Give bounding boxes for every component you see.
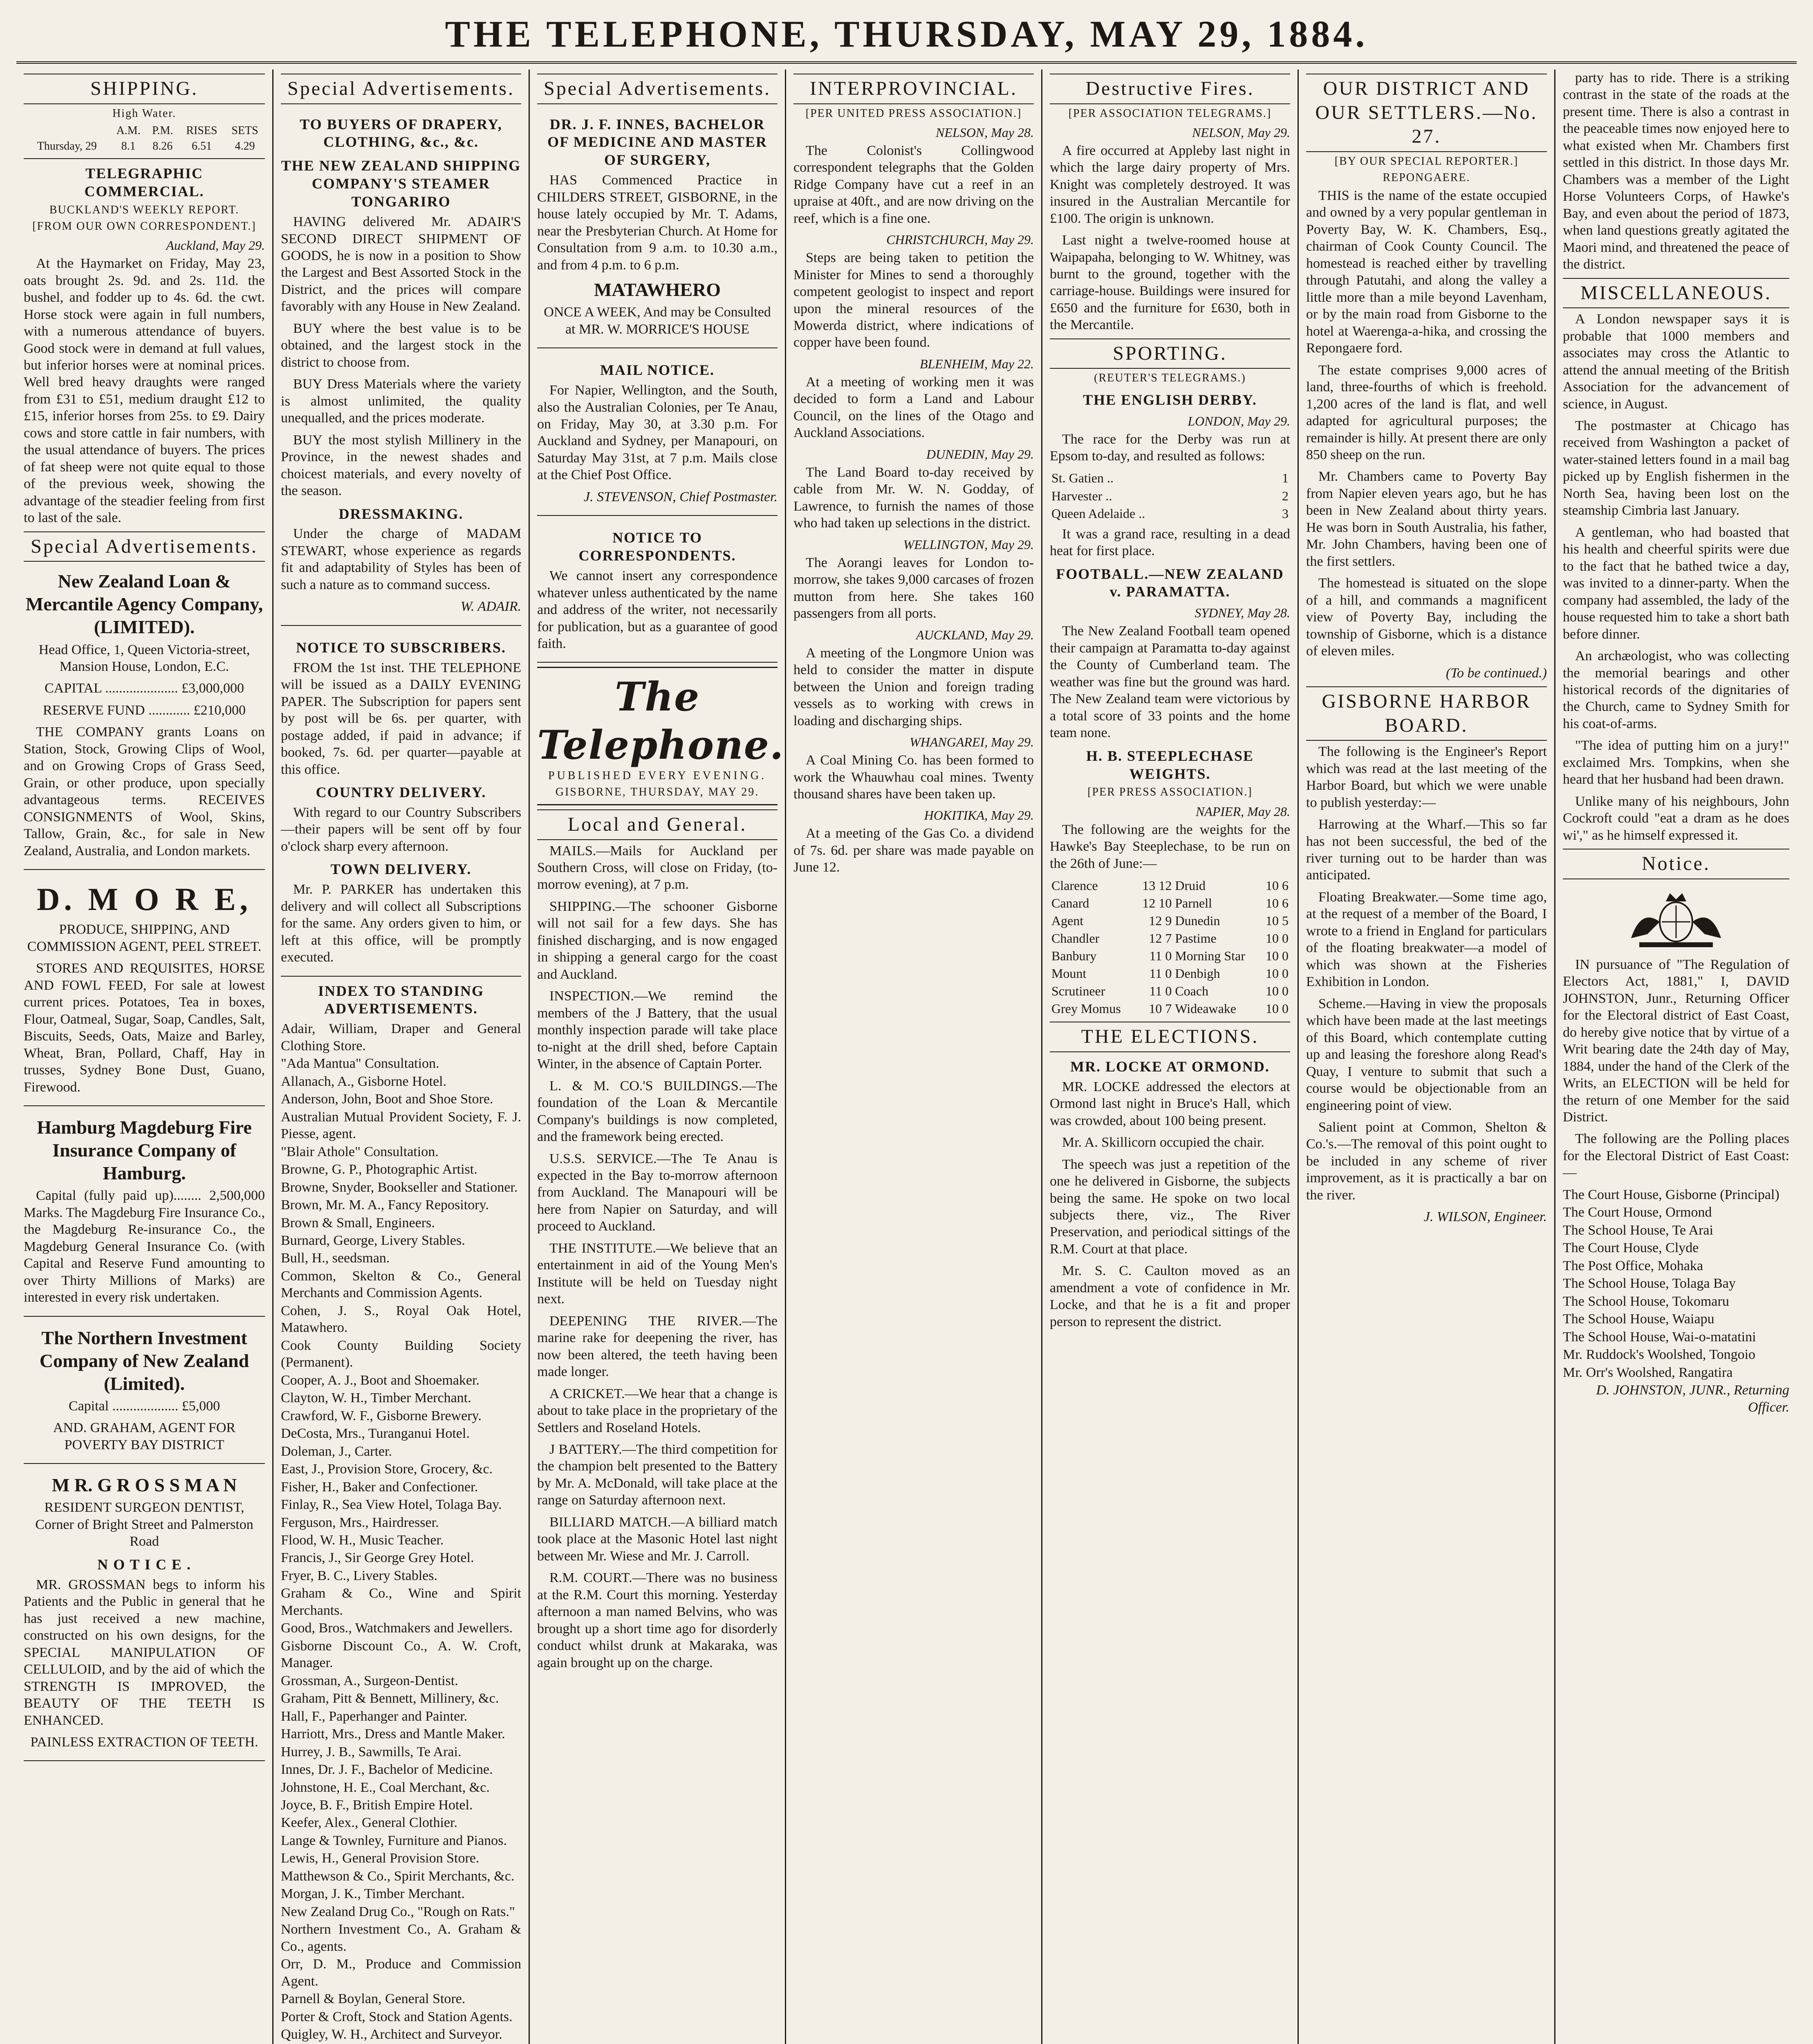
placing: 1 <box>1282 471 1289 486</box>
index-entry: Grossman, A., Surgeon-Dentist. <box>281 1673 458 1688</box>
horse-weight: 10 5 <box>1266 913 1289 928</box>
index-entry: Cooper, A. J., Boot and Shoemaker. <box>281 1372 480 1388</box>
index-entry: Northern Investment Co., A. Graham & Co., agents. <box>281 1922 521 1954</box>
ad-office: Head Office, 1, Queen Victoria-street, Mansion House, London, E.C. <box>38 642 250 675</box>
index-entry: Finlay, R., Sea View Hotel, Tolaga Bay. <box>281 1497 502 1513</box>
locke-report <box>1050 1078 1290 1331</box>
weights-row <box>1050 894 1290 912</box>
index-entry: Orr, D. M., Produce and Commission Agent. <box>281 1957 521 1989</box>
local-news-list <box>537 843 778 1672</box>
misc-item: Unlike many of his neighbours, John Cockroft could "eat a dram as he does wi'," as he himself expressed it. <box>1563 793 1789 843</box>
derby-results-table <box>1050 469 1290 522</box>
town-delivery-heading: TOWN DELIVERY. <box>330 861 472 878</box>
dateline: CHRISTCHURCH, May 29. <box>886 232 1034 247</box>
hamburg-insurance-ad <box>24 1110 265 1317</box>
dateline: LONDON, May 29. <box>1188 413 1290 428</box>
dateline: SYDNEY, May 28. <box>1194 605 1290 621</box>
weights-row <box>1050 947 1290 965</box>
horse-name: Denbigh <box>1175 966 1220 981</box>
index-entry: Gisborne Discount Co., A. W. Croft, Manager. <box>281 1638 521 1671</box>
ad-body: HAVING delivered Mr. ADAIR'S SECOND DIRECT SHIPMENT OF GOODS, he is now in a position to Show the Largest and Best Assorted Stock in the District, and the prices will compare favorably with any House in New Zealand. <box>281 214 521 314</box>
local-news-item: DEEPENING THE RIVER.—The marine rake for deepening the river, has now been altered, the teeth having been made longer. <box>537 1313 778 1380</box>
notice-heading: NOTICE TO CORRESPONDENTS. <box>578 529 736 564</box>
local-news-item: J BATTERY.—The third competition for the champion belt presented to the Battery by Mr. A. McDonald, will take place at the range on Saturday afternoon next. <box>537 1442 778 1508</box>
report-paragraph: Mr. S. C. Caulton moved as an amendment a vote of confidence in Mr. Locke, and that he is a fit and proper person to represent the district. <box>1050 1263 1290 1329</box>
notice-heading: MAIL NOTICE. <box>600 362 715 379</box>
index-entry: DeCosta, Mrs., Turanganui Hotel. <box>281 1426 470 1441</box>
index-entry: "Ada Mantua" Consultation. <box>281 1056 439 1071</box>
report-paragraph: The following is the Engineer's Report which was read at the last meeting of the Harbor Board, but which we were unable to publish yesterday:— <box>1306 744 1547 810</box>
press-credit: [PER PRESS ASSOCIATION.] <box>1087 786 1253 799</box>
index-entry: Innes, Dr. J. F., Bachelor of Medicine. <box>281 1762 493 1777</box>
index-entry: "Blair Athole" Consultation. <box>281 1144 439 1159</box>
horse-weight: 10 7 <box>1149 1001 1172 1016</box>
horse-weight: 10 0 <box>1266 931 1289 946</box>
telegram-text: A Coal Mining Co. has been formed to work the Whauwhau coal mines. Twenty thousand shares have been taken up. <box>793 753 1034 802</box>
placing: 2 <box>1282 488 1289 503</box>
index-entry: Graham, Pitt & Bennett, Millinery, &c. <box>281 1691 499 1706</box>
tide-header-row <box>24 123 265 139</box>
index-entry: Browne, Snyder, Bookseller and Stationer. <box>281 1179 518 1195</box>
index-entry: East, J., Provision Store, Grocery, &c. <box>281 1461 493 1477</box>
local-news-item: THE INSTITUTE.—We believe that an entertainment in aid of the Young Men's Institute will be held on Tuesday night next. <box>537 1240 778 1307</box>
ad-title: D. M O R E, <box>37 881 252 917</box>
our-district-heading: OUR DISTRICT AND OUR SETTLERS.—No. 27. <box>1306 74 1547 152</box>
polling-place: The Post Office, Mohaka <box>1563 1258 1703 1273</box>
shipping-heading: SHIPPING. <box>24 74 265 104</box>
index-entry: Anderson, John, Boot and Shoe Store. <box>281 1091 493 1107</box>
weights-row <box>1050 965 1290 982</box>
innes-ad <box>537 107 778 349</box>
misc-item: The postmaster at Chicago has received from Washington a packet of water-stained letters found in a mail bag picked up by English fishermen in the North Sea, having been lost on the steamship Cimbria last January. <box>1563 418 1789 518</box>
northern-investment-ad <box>24 1321 265 1464</box>
index-entry: Graham & Co., Wine and Spirit Merchants. <box>281 1586 521 1618</box>
locke-heading: MR. LOCKE AT ORMOND. <box>1070 1058 1270 1075</box>
logo-title: The Telephone. <box>537 674 784 768</box>
report-paragraph: Salient point at Common, Shelton & Co.'s.—The removal of this point ought to be included in any scheme of river improvement, as it is practically a bar on the river. <box>1306 1120 1547 1203</box>
ad-notice-heading: N O T I C E . <box>97 1556 191 1573</box>
ad-title: The Northern Investment Company of New Zealand (Limited). <box>39 1327 249 1394</box>
high-water-label: High Water. <box>112 107 177 120</box>
index-entry: Joyce, B. F., British Empire Hotel. <box>281 1797 473 1813</box>
weights-row <box>1050 982 1290 1000</box>
tide-row <box>24 139 265 154</box>
index-entry: Cook County Building Society (Permanent). <box>281 1338 521 1370</box>
dressmaking-heading: DRESSMAKING. <box>338 505 464 522</box>
horse-name: Chandler <box>1051 931 1100 946</box>
notice-body: We cannot insert any correspondence whatever unless authenticated by the name and address of the writer, not necessarily for publication, but as a guarantee of good faith. <box>537 568 778 651</box>
index-entry: New Zealand Drug Co., "Rough on Rats." <box>281 1904 515 1919</box>
elections-heading: THE ELECTIONS. <box>1050 1022 1290 1052</box>
polling-intro: The following are the Polling places for the Electoral District of East Coast:— <box>1563 1131 1789 1181</box>
election-notice-body: IN pursuance of "The Regulation of Electors Act, 1881," I, DAVID JOHNSTON, Junr., Returning Officer for the Electoral district of East Coast, do hereby give notice that by virtue of a Writ bearing date the 24th day of May, 1884, under the hand of the Clerk of the Writs, an ELECTION will be held for the return of one Member for the said District. <box>1563 957 1789 1125</box>
place-name: REPONGAERE. <box>1383 171 1470 184</box>
miscellaneous-heading: MISCELLANEOUS. <box>1563 278 1789 309</box>
index-entry: Brown & Small, Engineers. <box>281 1215 435 1230</box>
telegram-text: A meeting of the Longmore Union was held to consider the matter in dispute between the Union and foreign trading vessels as to working with crews in loading and discharging ships. <box>793 645 1034 728</box>
column-5 <box>1041 69 1298 2044</box>
telegram-text: The Aorangi leaves for London to-morrow, she takes 9,000 carcases of frozen mutton from here. She takes 160 passengers from all ports. <box>793 555 1034 621</box>
telephone-logo <box>537 667 784 805</box>
report-paragraph: Scheme.—Having in view the proposals which have been made at the last meetings of this Board, which contemplate cutting up and leasing the foreshore along Read's Quay, I venture to submit that such a course would be objectionable from an engineering point of view. <box>1306 996 1547 1113</box>
horse-weight: 10 0 <box>1266 966 1289 981</box>
weights-row <box>1050 877 1290 894</box>
special-ads-heading: Special Advertisements. <box>281 74 521 104</box>
ad-title: TO BUYERS OF DRAPERY, CLOTHING, &c., &c. <box>300 116 502 150</box>
misc-item: An archæologist, who was collecting the memorial bearings and other historical records of the dignitaries of the Church, came to Sydney Smith for his coat-of-arms. <box>1563 648 1789 731</box>
ad-title: DR. J. F. INNES, BACHELOR OF MEDICINE AND MASTER OF SURGERY, <box>547 116 767 168</box>
logo-date: GISBORNE, THURSDAY, MAY 29. <box>555 785 760 798</box>
horse-name: Dunedin <box>1175 913 1220 928</box>
index-entry: Hall, F., Paperhanger and Painter. <box>281 1708 468 1724</box>
tide-header-cell: P.M. <box>152 124 173 137</box>
ad-subtitle: THE NEW ZEALAND SHIPPING COMPANY'S STEAMER TONGARIRO <box>281 157 521 210</box>
commercial-report-text: At the Haymarket on Friday, May 23, oats brought 2s. 9d. and 2s. 11d. the bushel, and fodder up to 4s. 6d. the cwt. Horse stock were again in full numbers, with a numerous attendance of buyers. Good stock were in demand at full values, but inferior horses were at nominal prices. Well bred heavy draughts were ranged from £31 to £51, medium draught £12 to £15, inferior horses from 25s. to £9. Dairy cows and store cattle in fair numbers, with the usual attendance of buyers. The prices of fat sheep were not quite equal to those of the previous week, showing the advantage of the steadier feeling from first to last of the sale. <box>24 256 265 526</box>
index-entry: Lewis, H., General Provision Store. <box>281 1851 480 1866</box>
index-entry: Crawford, W. F., Gisborne Brewery. <box>281 1408 482 1423</box>
derby-intro: The race for the Derby was run at Epsom to-day, and resulted as follows: <box>1050 431 1290 464</box>
index-entry: Bull, H., seedsman. <box>281 1251 390 1266</box>
misc-item: A London newspaper says it is probable that 1000 members and associates may cross the Atlantic to attend the annual meeting of the British Association for the advancement of science, in August. <box>1563 312 1789 412</box>
continued-note: (To be continued.) <box>1445 665 1547 681</box>
tide-cell: 8.1 <box>121 139 136 152</box>
report-paragraph: Harrowing at the Wharf.—This so far has not been successful, the bed of the river turning out to be harder than was anticipated. <box>1306 817 1547 883</box>
correspondent-credit: [FROM OUR OWN CORRESPONDENT.] <box>32 220 256 233</box>
horse-weight: 11 0 <box>1149 966 1172 981</box>
ad-body: HAS Commenced Practice in CHILDERS STREET, GISBORNE, in the house lately occupied by Mr. T. Adams, near the Presbyterian Church. At Home for Consultation from 9 a.m. to 10.30 a.m., and from 4 p.m. to 6 p.m. <box>537 173 778 273</box>
local-news-item: MAILS.—Mails for Auckland per Southern Cross, will close on Friday, (to-morrow evening), at 7 p.m. <box>537 843 778 892</box>
ad-place: MATAWHERO <box>594 279 721 300</box>
horse-weight: 10 0 <box>1266 984 1289 999</box>
ad-body: BUY Dress Materials where the variety is almost unlimited, the quality unequalled, and the prices moderate. <box>281 377 521 426</box>
ad-title: Hamburg Magdeburg Fire Insurance Company of Hamburg. <box>37 1117 252 1184</box>
ad-body: STORES AND REQUISITES, HORSE AND FOWL FEED, For sale at lowest current prices. Potatoes, Tea in boxes, Flour, Oatmeal, Sugar, Soap, Candles, Salt, Biscuits, Seeds, Oats, Maize and Barley, Wheat, Bran, Pollard, Chaff, Hay in trusses, Sydney Bone Dust, Guano, Firewood. <box>24 961 265 1095</box>
horse-name: Parnell <box>1175 896 1212 911</box>
polling-place: Mr. Orr's Woolshed, Rangatira <box>1563 1365 1733 1380</box>
football-text: The New Zealand Football team opened their campaign at Paramatta to-day against the County of Cumberland team. The weather was fine but the ground was hard. The New Zealand team were victorious by a total score of 33 points and the home team none. <box>1050 623 1290 741</box>
index-entry: Fisher, H., Baker and Confectioner. <box>281 1479 478 1495</box>
notice-body: For Napier, Wellington, and the South, also the Australian Colonies, per Te Anau, on Friday, May 30, at 3.30 p.m. For Auckland and Sydney, per Manapouri, on Saturday May 31st, at 7 p.m. Mails close at the Chief Post Office. <box>537 383 778 483</box>
notice-signature: J. STEVENSON, Chief Postmaster. <box>583 489 778 504</box>
notice-signature: D. JOHNSTON, JUNR., Returning Officer. <box>1596 1383 1789 1415</box>
weights-row <box>1050 912 1290 930</box>
adair-ad <box>281 107 521 626</box>
harbor-signature: J. WILSON, Engineer. <box>1423 1209 1547 1225</box>
telegram-text: At a meeting of working men it was decided to form a Land and Labour Council, on the lines of the Otago and Auckland Associations. <box>793 374 1034 441</box>
telegram-text: Steps are being taken to petition the Minister for Mines to send a thoroughly competent geologist to inspect and report upon the mineral resources of the Mowerda district, where indications of copper have been found. <box>793 250 1034 350</box>
horse-weight: 12 10 <box>1142 896 1172 911</box>
correspondents-notice <box>537 520 778 663</box>
horse-name: Morning Star <box>1175 948 1245 964</box>
derby-row <box>1050 469 1290 487</box>
horse-name: Grey Momus <box>1051 1001 1121 1016</box>
ad-footer: PAINLESS EXTRACTION OF TEETH. <box>30 1735 258 1750</box>
index-entry: Doleman, J., Carter. <box>281 1443 392 1459</box>
telegram-text: A fire occurred at Appleby last night in which the large dairy property of Mrs. Knight was completely destroyed. It was insured in the Australian Mercantile for £100. The origin is unknown. <box>1050 143 1290 226</box>
index-entry: Keefer, Alex., General Clothier. <box>281 1815 457 1831</box>
horse-name: Canard <box>1051 896 1089 911</box>
weekly-report-subheading: BUCKLAND'S WEEKLY REPORT. <box>49 203 240 216</box>
dateline: Auckland, May 29. <box>166 238 265 253</box>
horse-weight: 10 6 <box>1266 896 1289 911</box>
ad-body: ONCE A WEEK, And may be Consulted at MR. W. MORRICE'S HOUSE <box>544 305 771 337</box>
steeplechase-weights-table <box>1050 877 1290 1018</box>
index-entry: Lange & Townley, Furniture and Pianos. <box>281 1833 507 1848</box>
notice-body: With regard to our Country Subscribers—their papers will be sent off by four o'clock sharp every afternoon. <box>281 805 521 854</box>
local-news-item: SHIPPING.—The schooner Gisborne will not sail for a few days. She has finished discharging, and is now engaged in shipping a general cargo for the coast and Auckland. <box>537 899 778 982</box>
dateline: WHANGAREI, May 29. <box>910 735 1034 750</box>
telegram-text: The Colonist's Collingwood correspondent telegraphs that the Golden Ridge Company have cut a reef in an upraise at 40ft., and are now driving on the reef, which is a fine one. <box>793 143 1034 226</box>
ad-agent: AND. GRAHAM, AGENT FOR POVERTY BAY DISTRICT <box>53 1420 236 1452</box>
column-7 <box>1554 69 1797 2044</box>
index-entry: Brown, Mr. M. A., Fancy Repository. <box>281 1197 489 1213</box>
derby-note: It was a grand race, resulting in a dead heat for first place. <box>1050 526 1290 559</box>
index-entry: Matthewson & Co., Spirit Merchants, &c. <box>281 1868 515 1884</box>
index-entry: Flood, W. H., Music Teacher. <box>281 1532 444 1548</box>
ad-body: BUY the most stylish Millinery in the Province, in the newest shades and choicest materials, and every novelty of the season. <box>281 432 521 499</box>
index-entry: Cohen, J. S., Royal Oak Hotel, Matawhero. <box>281 1303 521 1336</box>
tide-table <box>24 123 265 154</box>
index-entry: Harriott, Mrs., Dress and Mantle Maker. <box>281 1726 505 1742</box>
tide-header-cell: RISES <box>186 124 217 137</box>
polling-place: Mr. Ruddock's Woolshed, Tongoio <box>1563 1347 1756 1363</box>
tide-header-cell: A.M. <box>116 124 141 137</box>
ad-body: BUY where the best value is to be obtained, and the largest stock in the district to choose from. <box>281 320 521 370</box>
polling-place: The School House, Wai-o-matatini <box>1563 1329 1756 1345</box>
ad-capital: CAPITAL ..................... £3,000,000 <box>44 681 244 696</box>
column-3 <box>529 69 785 2044</box>
weights-row <box>1050 930 1290 947</box>
horse-name: Coach <box>1175 984 1209 999</box>
dateline: NELSON, May 29. <box>1192 125 1290 140</box>
horse-name: Mount <box>1051 966 1087 981</box>
derby-heading: THE ENGLISH DERBY. <box>1083 391 1257 408</box>
royal-crest-icon <box>1563 885 1789 950</box>
notice-body: Mr. P. PARKER has undertaken this delivery and will collect all Subscriptions for the same. Any orders given to him, or left at this office, will be promptly executed. <box>281 882 521 965</box>
local-general-heading: Local and General. <box>537 809 778 840</box>
index-entry: Common, Skelton & Co., General Merchants and Commission Agents. <box>281 1268 521 1301</box>
advertisement-index-list <box>281 1020 521 2044</box>
dateline: HOKITIKA, May 29. <box>924 808 1034 823</box>
interprovincial-list <box>793 125 1034 876</box>
mail-notice <box>537 352 778 516</box>
horse-weight: 10 6 <box>1266 878 1289 893</box>
horse-weight: 12 7 <box>1149 931 1172 946</box>
index-entry: Allanach, A., Gisborne Hotel. <box>281 1074 447 1089</box>
horse-name: Pastime <box>1175 931 1217 946</box>
column-2 <box>272 69 529 2044</box>
fires-heading: Destructive Fires. <box>1050 74 1290 104</box>
press-credit: (REUTER'S TELEGRAMS.) <box>1094 372 1246 385</box>
ad-title: M R. G R O S S M A N <box>52 1475 237 1496</box>
horse-weight: 10 0 <box>1266 948 1289 964</box>
index-entry: Francis, J., Sir George Grey Hotel. <box>281 1550 474 1566</box>
horse-weight: 12 9 <box>1149 913 1172 928</box>
ad-subtitle: PRODUCE, SHIPPING, AND COMMISSION AGENT, PEEL STREET. <box>27 922 262 954</box>
notice-heading: NOTICE TO SUBSCRIBERS. <box>296 639 506 656</box>
country-delivery-heading: COUNTRY DELIVERY. <box>316 784 486 801</box>
horse-name: Banbury <box>1051 948 1097 964</box>
index-entry: Good, Bros., Watchmakers and Jewellers. <box>281 1620 513 1636</box>
loan-company-ad <box>24 564 265 870</box>
harbor-board-heading: GISBORNE HARBOR BOARD. <box>1306 686 1547 741</box>
column-4 <box>785 69 1041 2044</box>
misc-item: "The idea of putting him on a jury!" exclaimed Mrs. Tompkins, when she heard that her husband had been drawn. <box>1563 738 1789 787</box>
dateline: BLENHEIM, May 22. <box>919 356 1034 371</box>
article-paragraph: Mr. Chambers came to Poverty Bay from Napier eleven years ago, but he has been in New Zealand about thirty years. He was born in South Australia, his father, Mr. John Chambers, having been one of the first settlers. <box>1306 469 1547 569</box>
steeplechase-intro: The following are the weights for the Hawke's Bay Steeplechase, to be run on the 26th of June:— <box>1050 822 1290 871</box>
local-news-item: INSPECTION.—We remind the members of the J Battery, that the usual monthly inspection parade will take place to-night at the drill shed, before Captain Winter, in the absence of Captain Porter. <box>537 988 778 1072</box>
report-paragraph: Mr. A. Skillicorn occupied the chair. <box>1062 1135 1264 1150</box>
polling-place: The School House, Tokomaru <box>1563 1293 1729 1309</box>
horse-name: St. Gatien .. <box>1051 471 1114 486</box>
derby-row <box>1050 487 1290 505</box>
report-paragraph: MR. LOCKE addressed the electors at Ormond last night in Bruce's Hall, which was crowded, about 100 being present. <box>1050 1079 1290 1128</box>
ad-capital: Capital ................... £5,000 <box>68 1398 220 1414</box>
continued-article-text: party has to ride. There is a striking contrast in the state of the roads at the present time. There is also a contrast in the peaceable times now enjoyed here to what existed when Mr. Chambers first settled in this district. In those days Mr. Chambers was a member of the Light Horse Volunteers Corps, of Hawke's Bay, and even about the period of 1873, when land questions greatly agitated the Maori mind, and threatened the peace of the district. <box>1563 70 1789 272</box>
horse-name: Queen Adelaide .. <box>1051 506 1145 521</box>
horse-name: Clarence <box>1051 878 1098 893</box>
dmore-ad <box>24 874 265 1106</box>
article-paragraph: THIS is the name of the estate occupied and owned by a very popular gentleman in Poverty Bay, W. K. Chambers, Esq., chairman of Cook County Council. The homestead is reached either by travelling through Patutahi, and along the valley a little more than a mile beyond Lavenham, or by the main road from Gisborne to the hotel at Waerenga-a-hika, and crossing the Repongaere ford. <box>1306 188 1547 356</box>
index-entry: Clayton, W. H., Timber Merchant. <box>281 1390 471 1406</box>
article-paragraph: The estate comprises 9,000 acres of land, three-fourths of which is freehold. 1,200 acres of the land is flat, and well adapted for agricultural purposes; the remainder is hilly. At present there are only 850 sheep on the run. <box>1306 362 1547 462</box>
index-entry: Hurrey, J. B., Sawmills, Te Arai. <box>281 1744 462 1759</box>
fires-list <box>1050 125 1290 334</box>
ad-title: New Zealand Loan & Mercantile Agency Company, (LIMITED). <box>25 571 263 638</box>
derby-row <box>1050 505 1290 522</box>
index-entry: Parnell & Boylan, General Store. <box>281 1991 466 2007</box>
column-6 <box>1298 69 1554 2044</box>
report-paragraph: Floating Breakwater.—Some time ago, at the request of a member of the Board, I wrote to a friend in England for particulars of the floating breakwater—a model of which was shown at the Fisheries Exhibition in London. <box>1306 889 1547 990</box>
index-entry: Australian Mutual Provident Society, F. J. Piesse, agent. <box>281 1109 521 1142</box>
polling-places-list <box>1563 1186 1789 1381</box>
horse-weight: 11 0 <box>1149 948 1172 964</box>
polling-place: The Court House, Clyde <box>1563 1240 1699 1256</box>
dateline: WELLINGTON, May 29. <box>903 537 1034 552</box>
tide-cell: 8.26 <box>152 139 173 152</box>
ad-subtitle: RESIDENT SURGEON DENTIST, Corner of Bright Street and Palmerston Road <box>35 1500 253 1549</box>
tide-cell: 4.29 <box>235 139 255 152</box>
polling-place: The School House, Waiapu <box>1563 1311 1714 1327</box>
tide-cell: 6.51 <box>191 139 212 152</box>
misc-item: A gentleman, who had boasted that his health and cheerful spirits were due to the fact that he bathed twice a day, was invited to a dinner-party. When the company had assembled, the lady of the house requested him to take a short bath before dinner. <box>1563 524 1789 642</box>
report-paragraph: The speech was just a repetition of the one he delivered in Gisborne, the subjects being the same. He spoke on two local subjects there, viz., The River Preservation, and periodical sittings of the R.M. Court at that place. <box>1050 1156 1290 1257</box>
horse-weight: 11 0 <box>1149 984 1172 999</box>
local-news-item: L. & M. CO.'S BUILDINGS.—The foundation of the Loan & Mercantile Company's buildings is now completed, and the framework being erected. <box>537 1078 778 1145</box>
sporting-heading: SPORTING. <box>1050 338 1290 369</box>
ad-body: MR. GROSSMAN begs to inform his Patients and the Public in general that he has just received a new machine, constructed on his own designs, for the SPECIAL MANIPULATION OF CELLULOID, and by the aid of which the STRENGTH IS IMPROVED, the BEAUTY OF THE TEETH IS ENHANCED. <box>24 1577 265 1728</box>
subscribers-notice <box>281 630 521 977</box>
placing: 3 <box>1282 506 1289 521</box>
horse-weight: 10 0 <box>1266 1001 1289 1016</box>
logo-subtitle: PUBLISHED EVERY EVENING. <box>548 769 767 782</box>
reporter-credit: [BY OUR SPECIAL REPORTER.] <box>1334 155 1519 168</box>
telegram-text: The Land Board to-day received by cable from Mr. W. N. Godday, of Lawrence, to furnish the names of those who had taken up selections in the district. <box>793 464 1034 531</box>
index-entry: Ferguson, Mrs., Hairdresser. <box>281 1515 439 1530</box>
index-entry: Fryer, B. C., Livery Stables. <box>281 1568 437 1583</box>
index-entry: Browne, G. P., Photographic Artist. <box>281 1162 477 1177</box>
notice-body: FROM the 1st inst. THE TELEPHONE will be issued as a DAILY EVENING PAPER. The Subscription for papers sent by post will be 6s. per quarter, with postage added, if paid in advance; if booked, 7s. 6d. per quarter—payable at this office. <box>281 660 521 777</box>
local-news-item: BILLIARD MATCH.—A billiard match took place at the Masonic Hotel last night between Mr. Wiese and Mr. J. Carroll. <box>537 1514 778 1564</box>
telegram-text: At a meeting of the Gas Co. a dividend of 7s. 6d. per share was made payable on June 12. <box>793 826 1034 875</box>
horse-name: Harvester .. <box>1051 488 1112 503</box>
dateline: AUCKLAND, May 29. <box>916 627 1034 642</box>
steeplechase-heading: H. B. STEEPLECHASE WEIGHTS. <box>1086 747 1254 782</box>
masthead: THE TELEPHONE, THURSDAY, MAY 29, 1884. <box>445 13 1368 55</box>
tide-header-cell: SETS <box>231 124 258 137</box>
ad-body: Capital (fully paid up)........ 2,500,000 Marks. The Magdeburg Fire Insurance Co., the Magdeburg Re-insurance Co., the Magdeburg General Insurance Co. (with Capital and Reserve Fund amounting to over Thirty Millions of Marks) are interested in every risk undertaken. <box>24 1188 265 1305</box>
ad-body: Under the charge of MADAM STEWART, whose experience as regards fit and adaptability of Styles has been of such a nature as to command success. <box>281 526 521 592</box>
interprovincial-heading: INTERPROVINCIAL. <box>793 74 1034 104</box>
index-entry: Morgan, J. K., Timber Merchant. <box>281 1886 465 1902</box>
article-paragraph: The homestead is situated on the slope of a hill, and commands a magnificent view of Poverty Bay, including the township of Gisborne, which is a distance of eleven miles. <box>1306 576 1547 659</box>
football-heading: FOOTBALL.—NEW ZEALAND v. PARAMATTA. <box>1056 565 1284 600</box>
press-credit: [PER ASSOCIATION TELEGRAMS.] <box>1068 107 1272 120</box>
polling-place: The Court House, Gisborne (Principal) <box>1563 1187 1779 1202</box>
special-ads-heading: Special Advertisements. <box>24 531 265 562</box>
tide-header-cell <box>24 123 110 139</box>
miscellaneous-list <box>1563 311 1789 844</box>
tide-cell: Thursday, 29 <box>37 139 97 152</box>
ad-signature: W. ADAIR. <box>460 599 521 614</box>
dateline: DUNEDIN, May 29. <box>926 446 1034 462</box>
local-news-item: A CRICKET.—We hear that a change is about to take place in the proprietary of the Settlers and Roseland Hotels. <box>537 1386 778 1435</box>
press-credit: [PER UNITED PRESS ASSOCIATION.] <box>805 107 1022 120</box>
dateline: NAPIER, May 28. <box>1195 804 1290 819</box>
horse-name: Druid <box>1175 878 1206 893</box>
telegraphic-commercial-heading: TELEGRAPHIC COMMERCIAL. <box>84 165 204 199</box>
polling-place: The School House, Tolaga Bay <box>1563 1276 1736 1291</box>
horse-weight: 13 12 <box>1142 878 1172 893</box>
index-entry: Adair, William, Draper and General Clothing Store. <box>281 1021 521 1053</box>
ad-body: THE COMPANY grants Loans on Station, Stock, Growing Clips of Wool, and on Growing Crops of Grass Seed, Grain, or other produce, upon specially advantageous terms. RECEIVES CONSIGNMENTS of Wool, Skins, Tallow, Grain, &c., for sale in New Zealand, Australia, and London markets. <box>24 724 265 858</box>
local-news-item: R.M. COURT.—There was no business at the R.M. Court this morning. Yesterday afternoon a man named Belvins, who was brought up a short time ago for disorderly conduct whilst drunk at Makaraka, was again brought up on the charge. <box>537 1570 778 1670</box>
notice-heading: Notice. <box>1563 849 1789 879</box>
grossman-dentist-ad <box>24 1468 265 1761</box>
harbor-board-text <box>1306 743 1547 1204</box>
dateline: NELSON, May 28. <box>936 125 1034 140</box>
index-entry: Quigley, W. H., Architect and Surveyor. <box>281 2027 502 2042</box>
polling-place: The Court House, Ormond <box>1563 1205 1712 1220</box>
advertisement-index-heading: INDEX TO STANDING ADVERTISEMENTS. <box>318 982 484 1017</box>
index-entry: Burnard, George, Livery Stables. <box>281 1233 465 1248</box>
index-entry: Porter & Croft, Stock and Station Agents. <box>281 2009 513 2024</box>
index-entry: Johnstone, H. E., Coal Merchant, &c. <box>281 1780 490 1795</box>
ad-reserve: RESERVE FUND ............ £210,000 <box>43 702 246 718</box>
weights-row <box>1050 1000 1290 1018</box>
polling-place: The School House, Te Arai <box>1563 1222 1714 1238</box>
special-ads-heading: Special Advertisements. <box>537 74 778 104</box>
telegram-text: Last night a twelve-roomed house at Waipapaha, belonging to W. Whitney, was burnt to the ground, together with the carriage-house. Buildings were insured for £650 and the furniture for £630, both in the Mercantile. <box>1050 233 1290 333</box>
divider <box>24 158 265 159</box>
masthead-rule <box>16 61 1797 64</box>
horse-name: Agent <box>1051 913 1084 928</box>
our-district-text <box>1306 187 1547 660</box>
horse-name: Wideawake <box>1175 1001 1237 1016</box>
local-news-item: U.S.S. SERVICE.—The Te Anau is expected in the Bay to-morrow afternoon from Auckland. The Manapouri will be here from Napier on Saturday, and will proceed to Auckland. <box>537 1151 778 1234</box>
horse-name: Scrutineer <box>1051 984 1105 999</box>
column-1 <box>16 69 272 2044</box>
